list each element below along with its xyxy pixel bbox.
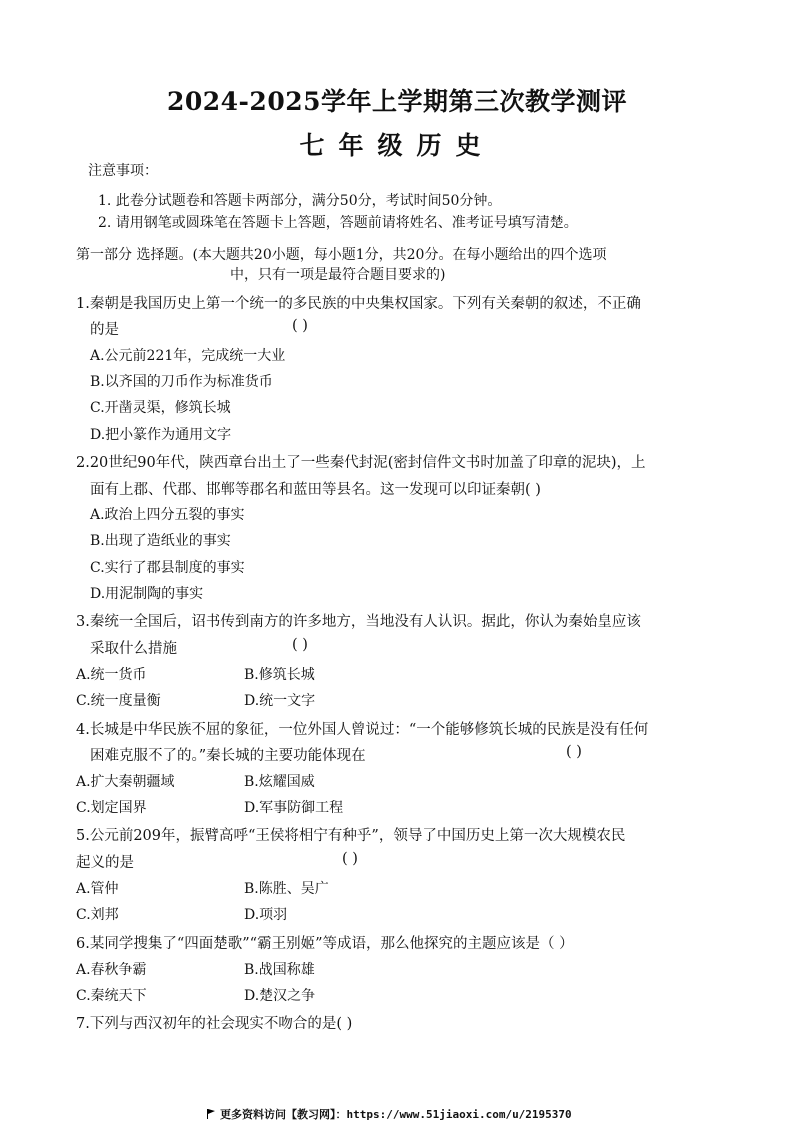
question-4-option-c: C.划定国界 bbox=[76, 800, 147, 816]
question-6-option-b: B.战国称雄 bbox=[244, 962, 315, 978]
notice-item-2: 2. 请用钢笔或圆珠笔在答题卡上答题，答题前请将姓名、准考证号填写清楚。 bbox=[98, 215, 578, 231]
question-2-line1: 2.20世纪90年代，陕西章台出土了一些秦代封泥(密封信件文书时加盖了印章的泥块)，上 bbox=[76, 455, 646, 471]
question-5-option-a: A.管仲 bbox=[76, 881, 119, 897]
question-2-option-d: D.用泥制陶的事实 bbox=[90, 586, 204, 602]
question-3-option-a: A.统一货币 bbox=[76, 667, 147, 683]
answer-blank-3: ( ) bbox=[292, 637, 308, 653]
answer-blank-4: ( ) bbox=[566, 744, 582, 760]
question-4-line1: 4.长城是中华民族不屈的象征，一位外国人曾说过：“一个能够修筑长城的民族是没有任何 bbox=[76, 722, 649, 738]
question-4-line2: 困难克服不了的。”秦长城的主要功能体现在 bbox=[90, 748, 366, 764]
question-1-option-a: A.公元前221年，完成统一大业 bbox=[90, 348, 286, 364]
footer-text: 更多资料访问【教习网】：https://www.51jiaoxi.com/u/2195370 bbox=[220, 1108, 572, 1121]
flag-icon bbox=[206, 1109, 216, 1119]
question-4-option-b: B.炫耀国威 bbox=[244, 774, 315, 790]
question-3-line2: 采取什么措施 bbox=[90, 641, 177, 657]
question-4-option-a: A.扩大秦朝疆域 bbox=[76, 774, 175, 790]
question-5-option-d: D.项羽 bbox=[244, 907, 288, 923]
question-2-option-c: C.实行了郡县制度的事实 bbox=[90, 560, 245, 576]
question-5-line1: 5.公元前209年，振臂高呼“王侯将相宁有种乎”，领导了中国历史上第一次大规模农民 bbox=[76, 828, 626, 844]
question-3-option-b: B.修筑长城 bbox=[244, 667, 315, 683]
question-2-option-b: B.出现了造纸业的事实 bbox=[90, 533, 231, 549]
question-1-line2: 的是 bbox=[90, 322, 119, 338]
question-1-option-b: B.以齐国的刀币作为标准货币 bbox=[90, 374, 273, 390]
question-3-option-c: C.统一度量衡 bbox=[76, 693, 161, 709]
question-2-line2: 面有上郡、代郡、邯郸等郡名和蓝田等县名。这一发现可以印证秦朝( ) bbox=[90, 482, 541, 498]
question-3-line1: 3.秦统一全国后，诏书传到南方的许多地方，当地没有人认识。据此，你认为秦始皇应该 bbox=[76, 614, 641, 630]
answer-blank-5: ( ) bbox=[342, 851, 358, 867]
exam-subject: 七年级历史 bbox=[299, 131, 495, 160]
question-3-option-d: D.统一文字 bbox=[244, 693, 316, 709]
question-4-option-d: D.军事防御工程 bbox=[244, 800, 344, 816]
question-7-line1: 7.下列与西汉初年的社会现实不吻合的是( ) bbox=[76, 1016, 353, 1032]
question-1-option-d: D.把小篆作为通用文字 bbox=[90, 427, 232, 443]
question-1-option-c: C.开凿灵渠，修筑长城 bbox=[90, 400, 231, 416]
notice-heading: 注意事项： bbox=[88, 163, 158, 179]
footer-link[interactable] bbox=[206, 1106, 572, 1122]
question-6-option-d: D.楚汉之争 bbox=[244, 988, 316, 1004]
part1-intro-line1: 第一部分 选择题。(本大题共20小题，每小题1分，共20分。在每小题给出的四个选项 bbox=[76, 247, 607, 263]
part1-intro-line2: 中，只有一项是最符合题目要求的) bbox=[230, 267, 446, 283]
question-5-option-b: B.陈胜、吴广 bbox=[244, 881, 329, 897]
question-5-option-c: C.刘邦 bbox=[76, 907, 119, 923]
question-1-line1: 1.秦朝是我国历史上第一个统一的多民族的中央集权国家。下列有关秦朝的叙述，不正确 bbox=[76, 296, 641, 312]
question-6-line1: 6.某同学搜集了“四面楚歌”“霸王别姬”等成语，那么他探究的主题应该是（ ） bbox=[76, 936, 574, 952]
question-2-option-a: A.政治上四分五裂的事实 bbox=[90, 507, 245, 523]
answer-blank-1: ( ) bbox=[292, 318, 308, 334]
notice-item-1: 1. 此卷分试题卷和答题卡两部分，满分50分，考试时间50分钟。 bbox=[98, 193, 502, 209]
question-6-option-a: A.春秋争霸 bbox=[76, 962, 147, 978]
question-6-option-c: C.秦统天下 bbox=[76, 988, 147, 1004]
question-5-line2: 起义的是 bbox=[76, 855, 134, 871]
exam-title: 2024-2025学年上学期第三次教学测评 bbox=[166, 87, 628, 116]
